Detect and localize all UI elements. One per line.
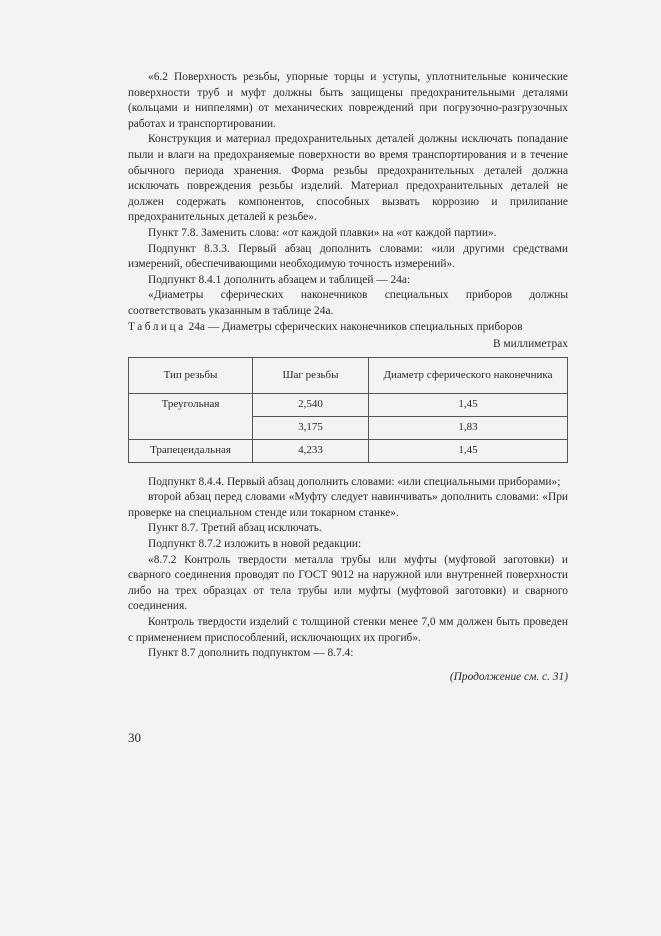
paragraph: «6.2 Поверхность резьбы, упорные торцы и уступы, уплотнительные конические поверхности труб и муфт должны быть защищены предохранительными деталями (кольцами и ниппелями) от механических повреждений при погрузочно-разгрузочных работах и транспортировании. xyxy=(128,71,568,130)
cell-thread-pitch: 2,540 xyxy=(253,393,369,416)
diameter-table xyxy=(128,357,568,463)
header-thread-type: Тип резьбы xyxy=(129,357,253,393)
header-sphere-diameter: Диаметр сферического наконечника xyxy=(369,357,568,393)
paragraph: Пункт 8.7. Третий абзац исключать. xyxy=(148,522,322,535)
page-number: 30 xyxy=(128,730,141,745)
table-units: В миллиметрах xyxy=(492,338,568,351)
table-header-row xyxy=(129,357,568,393)
body-text xyxy=(128,70,568,685)
cell-sphere-diameter: 1,45 xyxy=(369,393,568,416)
cell-sphere-diameter: 1,83 xyxy=(369,416,568,439)
paragraph: Подпункт 8.7.2 изложить в новой редакции: xyxy=(148,538,362,551)
paragraph: второй абзац перед словами «Муфту следует навинчивать» дополнить словами: «При проверке на специальном стенде или токарном станке». xyxy=(128,491,568,519)
paragraph: Подпункт 8.3.3. Первый абзац дополнить словами: «или другими средствами измерений, обеспечивающими необходимую точность измерений». xyxy=(128,242,568,271)
paragraph: Контроль твердости изделий с толщиной стенки менее 7,0 мм должен быть проведен с применением приспособлений, исключающих их прогиб». xyxy=(128,616,568,644)
table-row xyxy=(129,393,568,416)
cell-thread-pitch: 4,233 xyxy=(253,439,369,462)
paragraph: «8.7.2 Контроль твердости металла трубы или муфты (муфтовой заготовки) и сварного соединения проводят по ГОСТ 9012 на наружной или внутренней поверхности либо на трех образцах от тела трубы или муфты (муфтовой заготовки) и сварного соединения. xyxy=(128,553,568,613)
cell-thread-type: Трапецеидальная xyxy=(129,439,253,462)
table-caption-text: 24а — Диаметры сферических наконечников специальных приборов xyxy=(185,320,523,333)
continuation-note: (Продолжение см. с. 31) xyxy=(449,670,568,683)
table-caption-word: Таблица xyxy=(128,320,186,333)
paragraph: «Диаметры сферических наконечников специальных приборов должны соответствовать указанным в таблице 24а. xyxy=(128,289,568,317)
paragraph: Конструкция и материал предохранительных деталей должны исключать попадание пыли и влаги на предохраняемые поверхности во время транспортирования и в течение обычного периода хранения. Форма резьбы предохранительных деталей должна исключать повреждения резьбы изделий. Материал предохранительных деталей не должен содержать компонентов, способных вызвать коррозию и прилипание предохранительных деталей к резьбе». xyxy=(128,133,568,224)
paragraph: Подпункт 8.4.1 дополнить абзацем и таблицей — 24а: xyxy=(148,273,411,286)
paragraph: Пункт 7.8. Заменить слова: «от каждой плавки» на «от каждой партии». xyxy=(148,226,497,239)
paragraph: Подпункт 8.4.4. Первый абзац дополнить словами: «или специальными приборами»; xyxy=(148,475,561,488)
cell-thread-type: Треугольная xyxy=(129,393,253,439)
table-row xyxy=(129,439,568,462)
table-caption xyxy=(128,320,568,336)
cell-thread-pitch: 3,175 xyxy=(253,416,369,439)
cell-sphere-diameter: 1,45 xyxy=(369,439,568,462)
header-thread-pitch: Шаг резьбы xyxy=(253,357,369,393)
paragraph: Пункт 8.7 дополнить подпунктом — 8.7.4: xyxy=(148,647,354,660)
